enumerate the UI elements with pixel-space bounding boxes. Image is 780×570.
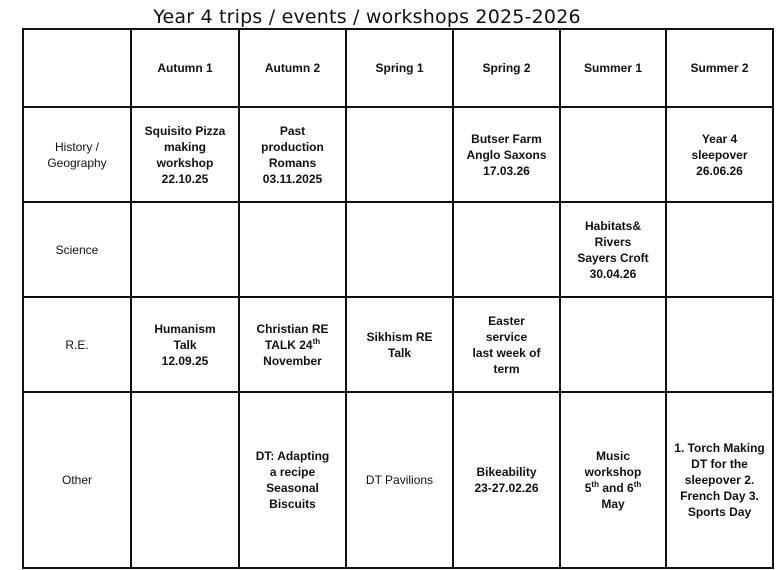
header-autumn-2: Autumn 2 <box>239 29 346 107</box>
cell-other-summer-2 <box>666 392 773 568</box>
cell-other-autumn-2: DT: Adapting a recipe Seasonal Biscuits <box>239 392 346 568</box>
cell-science-summer-1: Habitats& Rivers Sayers Croft 30.04.26 <box>560 202 666 297</box>
cell-history-autumn-1: Squisito Pizza making workshop 22.10.25 <box>131 107 239 202</box>
events-table <box>22 28 774 569</box>
summer-2-list-item-2: 2. French Day <box>680 473 755 503</box>
cell-re-summer-2 <box>666 297 773 392</box>
cell-history-spring-2: Butser Farm Anglo Saxons 17.03.26 <box>453 107 560 202</box>
cell-science-autumn-1 <box>131 202 239 297</box>
row-other <box>23 392 773 568</box>
cell-other-summer-1: Music workshop 5th and 6th May <box>560 392 666 568</box>
cell-other-spring-2: Bikeability 23-27.02.26 <box>453 392 560 568</box>
cell-history-summer-1 <box>560 107 666 202</box>
row-history-geography <box>23 107 773 202</box>
summer-2-list-item-3: 3. Sports Day <box>687 489 759 519</box>
row-label-re: R.E. <box>23 297 131 392</box>
row-label-history-geography: History / Geography <box>23 107 131 202</box>
cell-re-spring-1: Sikhism RE Talk <box>346 297 453 392</box>
header-autumn-1: Autumn 1 <box>131 29 239 107</box>
cell-history-spring-1 <box>346 107 453 202</box>
cell-re-autumn-2: Christian RE TALK 24th November <box>239 297 346 392</box>
cell-re-spring-2: Easter service last week of term <box>453 297 560 392</box>
header-row <box>23 29 773 107</box>
header-corner <box>23 29 131 107</box>
page-title: Year 4 trips / events / workshops 2025-2026 <box>153 6 581 28</box>
cell-history-summer-2: Year 4 sleepover 26.06.26 <box>666 107 773 202</box>
row-label-other: Other <box>23 392 131 568</box>
row-label-science: Science <box>23 202 131 297</box>
cell-science-spring-2 <box>453 202 560 297</box>
cell-history-autumn-2: Past production Romans 03.11.2025 <box>239 107 346 202</box>
row-re <box>23 297 773 392</box>
header-spring-2: Spring 2 <box>453 29 560 107</box>
cell-re-autumn-1: Humanism Talk 12.09.25 <box>131 297 239 392</box>
cell-other-autumn-1 <box>131 392 239 568</box>
cell-science-summer-2 <box>666 202 773 297</box>
cell-science-spring-1 <box>346 202 453 297</box>
cell-science-autumn-2 <box>239 202 346 297</box>
cell-re-summer-1 <box>560 297 666 392</box>
header-spring-1: Spring 1 <box>346 29 453 107</box>
row-science <box>23 202 773 297</box>
cell-other-spring-1: DT Pavilions <box>346 392 453 568</box>
header-summer-2: Summer 2 <box>666 29 773 107</box>
header-summer-1: Summer 1 <box>560 29 666 107</box>
summer-2-list-item-1: 1. Torch Making DT for the sleepover <box>674 441 765 487</box>
